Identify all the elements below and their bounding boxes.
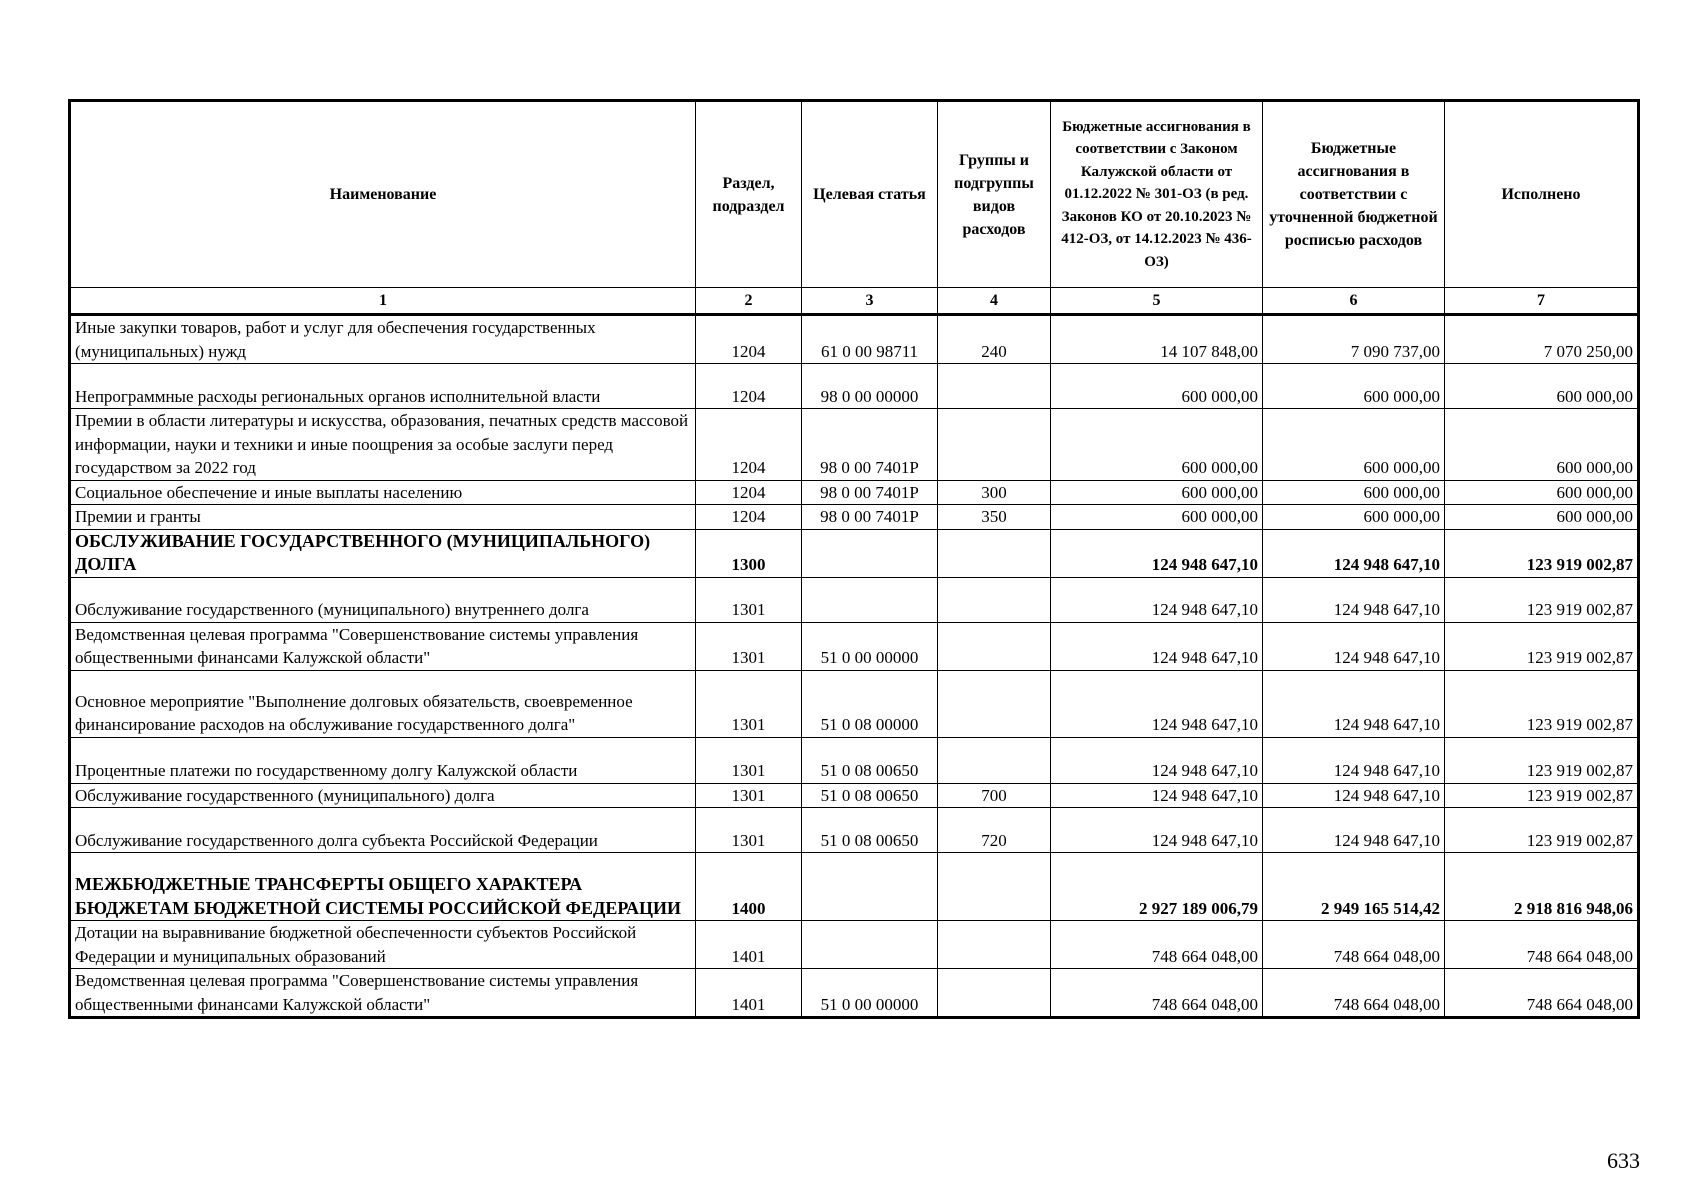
header-budget-law: Бюджетные ассигнования в соответствии с Законом Калужской области от 01.12.2022 № 301-ОЗ (в ред. Законов КО от 20.10.2023 № 412-ОЗ, от 14.12.2023 № 436-ОЗ) (1051, 101, 1263, 288)
cell-executed: 123 919 002,87 (1445, 577, 1639, 622)
cell-budget-law: 600 000,00 (1051, 409, 1263, 481)
cell-budget-refined: 600 000,00 (1263, 505, 1445, 530)
column-numbers-row (70, 288, 1639, 315)
cell-section: 1301 (696, 737, 802, 783)
cell-name: Премии в области литературы и искусства, образования, печатных средств массовой информации, науки и техники и иные поощрения за особые заслуги перед государством за 2022 год (70, 409, 696, 481)
cell-budget-law: 14 107 848,00 (1051, 315, 1263, 364)
cell-section: 1204 (696, 364, 802, 409)
cell-name: Обслуживание государственного долга субъекта Российской Федерации (70, 808, 696, 853)
cell-name: Процентные платежи по государственному долгу Калужской области (70, 737, 696, 783)
cell-target: 51 0 00 00000 (802, 622, 938, 670)
cell-name: Основное мероприятие "Выполнение долговых обязательств, своевременное финансирование расходов на обслуживание государственного долга" (70, 670, 696, 737)
cell-budget-law: 124 948 647,10 (1051, 670, 1263, 737)
cell-group: 300 (938, 480, 1051, 505)
cell-name: Социальное обеспечение и иные выплаты населению (70, 480, 696, 505)
cell-group (938, 737, 1051, 783)
cell-executed: 748 664 048,00 (1445, 969, 1639, 1018)
cell-target: 51 0 00 00000 (802, 969, 938, 1018)
cell-budget-law: 748 664 048,00 (1051, 969, 1263, 1018)
table-row (70, 529, 1639, 577)
cell-executed: 123 919 002,87 (1445, 529, 1639, 577)
cell-section: 1204 (696, 480, 802, 505)
cell-section: 1301 (696, 808, 802, 853)
table-row (70, 969, 1639, 1018)
cell-target (802, 529, 938, 577)
cell-target: 51 0 08 00000 (802, 670, 938, 737)
cell-section: 1401 (696, 969, 802, 1018)
table-row (70, 808, 1639, 853)
table-row (70, 315, 1639, 364)
cell-section: 1401 (696, 921, 802, 969)
cell-section: 1204 (696, 409, 802, 481)
cell-budget-law: 124 948 647,10 (1051, 622, 1263, 670)
cell-section: 1300 (696, 529, 802, 577)
cell-executed: 600 000,00 (1445, 409, 1639, 481)
cell-target: 61 0 00 98711 (802, 315, 938, 364)
table-row (70, 853, 1639, 921)
cell-executed: 123 919 002,87 (1445, 670, 1639, 737)
cell-name: Обслуживание государственного (муниципального) долга (70, 783, 696, 808)
cell-group: 720 (938, 808, 1051, 853)
cell-name: Непрограммные расходы региональных органов исполнительной власти (70, 364, 696, 409)
cell-group (938, 670, 1051, 737)
cell-budget-law: 600 000,00 (1051, 505, 1263, 530)
cell-target: 51 0 08 00650 (802, 783, 938, 808)
column-number: 7 (1445, 288, 1639, 315)
table-row (70, 577, 1639, 622)
header-budget-refined: Бюджетные ассигнования в соответствии с уточненной бюджетной росписью расходов (1263, 101, 1445, 288)
cell-name: МЕЖБЮДЖЕТНЫЕ ТРАНСФЕРТЫ ОБЩЕГО ХАРАКТЕРА БЮДЖЕТАМ БЮДЖЕТНОЙ СИСТЕМЫ РОССИЙСКОЙ ФЕДЕРАЦИИ (70, 853, 696, 921)
cell-budget-refined: 600 000,00 (1263, 409, 1445, 481)
cell-target (802, 853, 938, 921)
cell-section: 1400 (696, 853, 802, 921)
cell-budget-law: 124 948 647,10 (1051, 783, 1263, 808)
cell-budget-law: 600 000,00 (1051, 480, 1263, 505)
cell-executed: 600 000,00 (1445, 364, 1639, 409)
cell-target: 98 0 00 7401Р (802, 505, 938, 530)
cell-group: 240 (938, 315, 1051, 364)
cell-name: Обслуживание государственного (муниципального) внутреннего долга (70, 577, 696, 622)
column-number: 3 (802, 288, 938, 315)
table-row (70, 622, 1639, 670)
column-number: 6 (1263, 288, 1445, 315)
cell-name: ОБСЛУЖИВАНИЕ ГОСУДАРСТВЕННОГО (МУНИЦИПАЛЬНОГО) ДОЛГА (70, 529, 696, 577)
cell-group (938, 409, 1051, 481)
page-number: 633 (1607, 1148, 1640, 1173)
cell-target: 98 0 00 00000 (802, 364, 938, 409)
cell-group (938, 853, 1051, 921)
cell-budget-refined: 124 948 647,10 (1263, 783, 1445, 808)
cell-budget-refined: 600 000,00 (1263, 480, 1445, 505)
cell-section: 1301 (696, 783, 802, 808)
table-row (70, 409, 1639, 481)
cell-target: 51 0 08 00650 (802, 808, 938, 853)
cell-budget-law: 600 000,00 (1051, 364, 1263, 409)
cell-group (938, 969, 1051, 1018)
cell-budget-refined: 7 090 737,00 (1263, 315, 1445, 364)
cell-group: 700 (938, 783, 1051, 808)
cell-name: Иные закупки товаров, работ и услуг для обеспечения государственных (муниципальных) нужд (70, 315, 696, 364)
cell-executed: 600 000,00 (1445, 480, 1639, 505)
cell-executed: 123 919 002,87 (1445, 737, 1639, 783)
table-row (70, 783, 1639, 808)
cell-name: Ведомственная целевая программа "Совершенствование системы управления общественными финансами Калужской области" (70, 622, 696, 670)
cell-target (802, 577, 938, 622)
cell-executed: 7 070 250,00 (1445, 315, 1639, 364)
cell-budget-law: 748 664 048,00 (1051, 921, 1263, 969)
cell-section: 1301 (696, 622, 802, 670)
cell-group (938, 364, 1051, 409)
cell-budget-refined: 124 948 647,10 (1263, 737, 1445, 783)
cell-budget-law: 124 948 647,10 (1051, 808, 1263, 853)
cell-section: 1301 (696, 577, 802, 622)
cell-group (938, 622, 1051, 670)
cell-executed: 123 919 002,87 (1445, 808, 1639, 853)
cell-executed: 748 664 048,00 (1445, 921, 1639, 969)
cell-target (802, 921, 938, 969)
table-header-row (70, 101, 1639, 288)
table-row (70, 505, 1639, 530)
column-number: 2 (696, 288, 802, 315)
table-row (70, 480, 1639, 505)
table-row (70, 737, 1639, 783)
cell-group (938, 529, 1051, 577)
header-target: Целевая статья (802, 101, 938, 288)
cell-executed: 123 919 002,87 (1445, 622, 1639, 670)
cell-section: 1301 (696, 670, 802, 737)
cell-budget-refined: 748 664 048,00 (1263, 921, 1445, 969)
cell-group: 350 (938, 505, 1051, 530)
cell-section: 1204 (696, 315, 802, 364)
budget-table (68, 99, 1640, 1019)
cell-budget-refined: 124 948 647,10 (1263, 808, 1445, 853)
table-row (70, 364, 1639, 409)
column-number: 1 (70, 288, 696, 315)
header-groups: Группы и подгруппы видов расходов (938, 101, 1051, 288)
cell-name: Премии и гранты (70, 505, 696, 530)
cell-budget-law: 124 948 647,10 (1051, 737, 1263, 783)
cell-budget-law: 124 948 647,10 (1051, 529, 1263, 577)
header-executed: Исполнено (1445, 101, 1639, 288)
cell-executed: 123 919 002,87 (1445, 783, 1639, 808)
cell-group (938, 577, 1051, 622)
header-name: Наименование (70, 101, 696, 288)
cell-budget-refined: 124 948 647,10 (1263, 670, 1445, 737)
cell-name: Дотации на выравнивание бюджетной обеспеченности субъектов Российской Федерации и муниципальных образований (70, 921, 696, 969)
cell-budget-refined: 2 949 165 514,42 (1263, 853, 1445, 921)
cell-target: 98 0 00 7401Р (802, 480, 938, 505)
column-number: 4 (938, 288, 1051, 315)
cell-budget-refined: 600 000,00 (1263, 364, 1445, 409)
cell-section: 1204 (696, 505, 802, 530)
table-row (70, 670, 1639, 737)
cell-executed: 2 918 816 948,06 (1445, 853, 1639, 921)
cell-budget-law: 2 927 189 006,79 (1051, 853, 1263, 921)
cell-group (938, 921, 1051, 969)
cell-executed: 600 000,00 (1445, 505, 1639, 530)
cell-budget-refined: 124 948 647,10 (1263, 577, 1445, 622)
table-row (70, 921, 1639, 969)
column-number: 5 (1051, 288, 1263, 315)
header-section: Раздел, подраздел (696, 101, 802, 288)
cell-budget-refined: 124 948 647,10 (1263, 622, 1445, 670)
cell-budget-refined: 748 664 048,00 (1263, 969, 1445, 1018)
cell-target: 51 0 08 00650 (802, 737, 938, 783)
cell-budget-refined: 124 948 647,10 (1263, 529, 1445, 577)
cell-target: 98 0 00 7401Р (802, 409, 938, 481)
cell-name: Ведомственная целевая программа "Совершенствование системы управления общественными финансами Калужской области" (70, 969, 696, 1018)
cell-budget-law: 124 948 647,10 (1051, 577, 1263, 622)
